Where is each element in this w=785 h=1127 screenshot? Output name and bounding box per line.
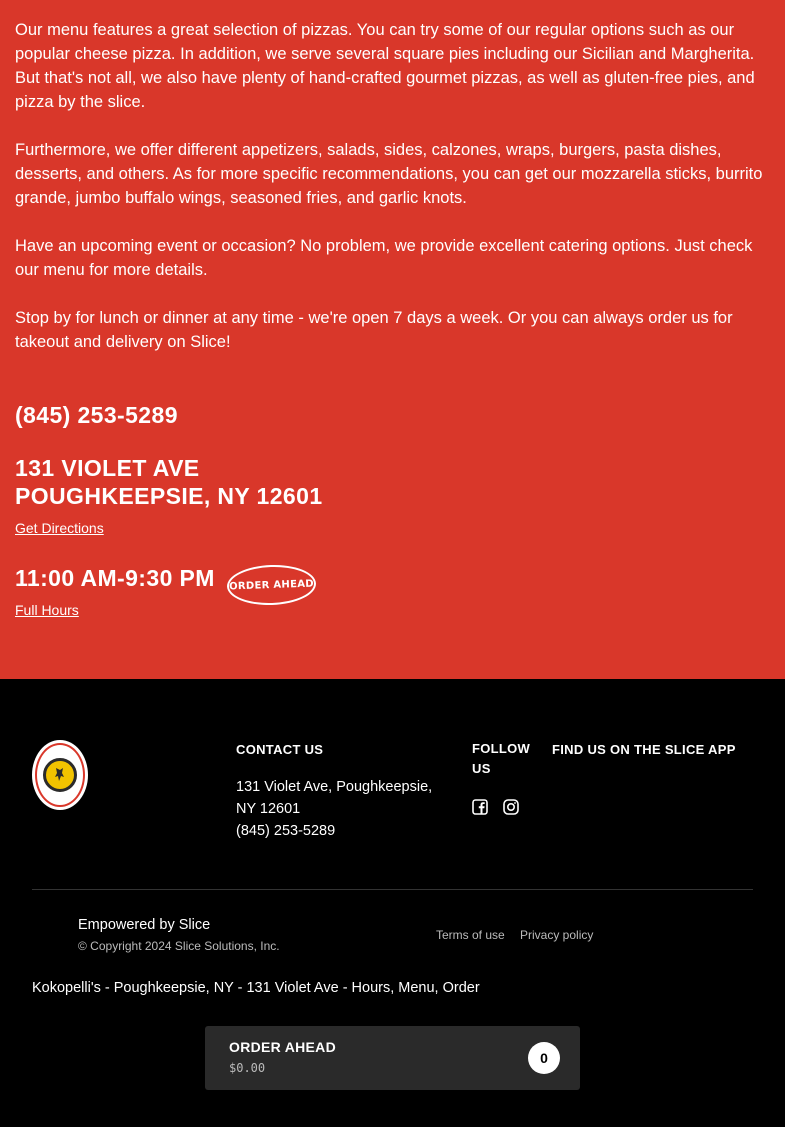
instagram-icon[interactable] <box>503 799 519 815</box>
follow-us-heading: FOLLOW US <box>472 741 531 776</box>
contact-phone[interactable]: (845) 253-5289 <box>236 823 336 839</box>
copyright-text: © Copyright 2024 Slice Solutions, Inc. <box>78 939 280 953</box>
cart-count-badge: 0 <box>528 1042 560 1074</box>
address-line-1: 131 VIOLET AVE <box>15 455 200 481</box>
order-ahead-badge: ORDER AHEAD <box>226 563 316 606</box>
empowered-by-slice[interactable]: Empowered by Slice <box>78 917 211 933</box>
about-paragraph-menu: Our menu features a great selection of pizzas. You can try some of our regular options such as our popular cheese pizza. In addition, we serve several square pies including our Sicilian and Margherita. But that's not all, we also have plenty of hand-crafted gourmet pizzas, as well as gluten-free pies, and pizza by the slice. <box>15 21 755 111</box>
facebook-icon[interactable] <box>472 799 488 815</box>
logo-icon[interactable] <box>32 740 88 810</box>
cart-title: ORDER AHEAD <box>229 1039 337 1055</box>
about-paragraph-catering: Have an upcoming event or occasion? No problem, we provide excellent catering options. Just check our menu for more details. <box>15 237 753 279</box>
terms-of-use-link[interactable]: Terms of use <box>436 928 505 942</box>
contact-address: 131 Violet Ave, Poughkeepsie, NY 12601 <box>236 779 433 817</box>
find-us-on-app-heading: FIND US ON THE SLICE APP <box>552 742 736 757</box>
kokopelli-figure-icon <box>50 765 70 785</box>
logo-ring <box>35 743 85 807</box>
get-directions-link[interactable]: Get Directions <box>15 520 104 536</box>
logo-disk <box>43 758 77 792</box>
footer-divider <box>32 889 753 890</box>
page-title-meta: Kokopelli's - Poughkeepsie, NY - 131 Violet Ave - Hours, Menu, Order <box>32 980 480 996</box>
about-paragraph-hours: Stop by for lunch or dinner at any time - we're open 7 days a week. Or you can always order us for takeout and delivery on Slice! <box>15 309 733 351</box>
order-ahead-cart-button[interactable] <box>205 1026 580 1090</box>
full-hours-link[interactable]: Full Hours <box>15 602 79 618</box>
about-paragraph-appetizers: Furthermore, we offer different appetizers, salads, sides, calzones, wraps, burgers, pasta dishes, desserts, and others. As for more specific recommendations, you can get our mozzarella sticks, burrito grande, jumbo buffalo wings, seasoned fries, and garlic knots. <box>15 141 763 207</box>
phone-number[interactable]: (845) 253-5289 <box>15 402 178 428</box>
cart-price: $0.00 <box>229 1061 266 1075</box>
address-line-2: POUGHKEEPSIE, NY 12601 <box>15 483 323 509</box>
hours-today: 11:00 AM-9:30 PM <box>15 565 215 591</box>
contact-us-heading: CONTACT US <box>236 742 324 757</box>
privacy-policy-link[interactable]: Privacy policy <box>520 928 594 942</box>
